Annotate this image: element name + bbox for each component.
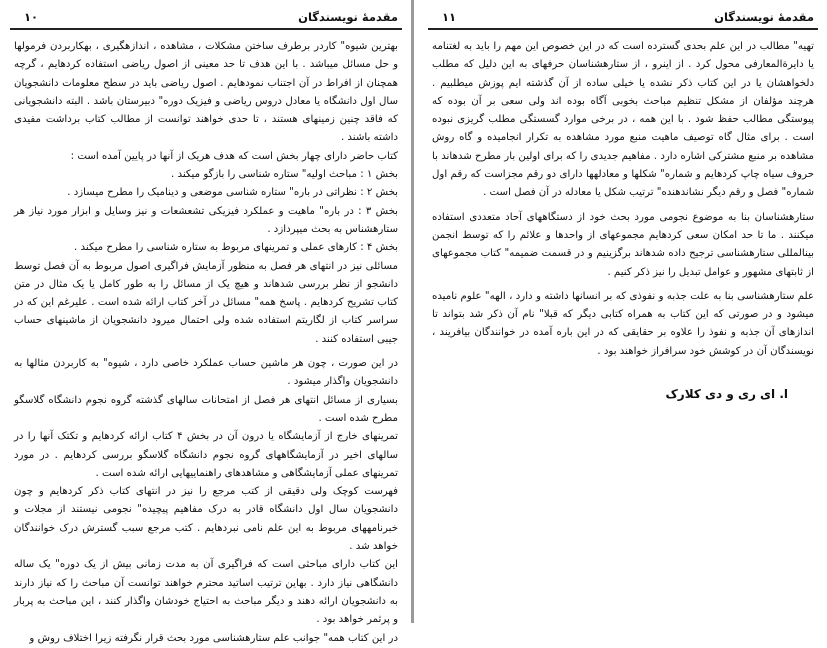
problems-paragraph: مسائلی نیز در انتهای هر فصل به منظور آزمایش فراگیری اصول مربوط به آن فصل توسط دانشجو از نظر بررسی شدهاند و هیچ یک از مسائل را به طور کامل یا یک مثال در متن کتاب تشریح کردهایم . پاسخ همه" مسائل در آخر کتاب ارائه شده است . علیرغم این که در سراسر کتاب از لگاریتم استفاده شده ولی احتمال میرود دانشجویان از ماشینهای حساب جیبی استفاده کنند . xyxy=(14,260,398,345)
right-page xyxy=(428,8,818,620)
section-1-item: بخش ۱ : مباحث اولیه" ستاره شناسی را بازگو میکند . xyxy=(171,169,398,181)
left-page xyxy=(10,8,402,644)
page-header xyxy=(428,8,818,30)
scope-paragraph: در این کتاب همه" جوانب علم ستارهشناسی مورد بحث قرار نگرفته زیرا اختلاف روش و xyxy=(29,632,398,644)
sections-intro: کتاب حاضر دارای چهار بخش است که هدف هریک از آنها در پایین آمده است : xyxy=(70,150,398,162)
exercises-paragraph: تمرینهای خارج از آزمایشگاه یا درون آن در بخش ۴ کتاب ارائه کردهایم و تکتک آنها را در سالهای اخیر در آزمایشگاههای گروه نجوم دانشگاه گلاسگو بررسی کردهایم . در مورد تمرینهای عملی آزمایشگاهی و مشاهدهای راهنماییهایی ارائه شده است . xyxy=(14,431,399,479)
course-length-paragraph: این کتاب دارای مباحثی است که فراگیری آن به مدت زمانی بیش از یک دوره" یک ساله دانشگاهی نیاز دارد . بهاین ترتیب اساتید محترم خواهند توانست آن مباحث را که نیاز دارند به دانشجویان ارائه دهند و دیگر مباحث به احتیاج خودشان واگذار کنند ، این مباحث به پربار و پرثمر خواهد بود . xyxy=(14,559,398,626)
page-body xyxy=(10,30,402,648)
running-title: مقدمهٔ نویسندگان xyxy=(714,10,814,24)
page-gutter xyxy=(411,0,414,623)
page-number: ۱۱ xyxy=(442,10,457,24)
running-title: مقدمهٔ نویسندگان xyxy=(298,10,398,24)
continuation-paragraph: تهیه" مطالب در این علم بحدی گسترده است که در این خصوص این مهم را باید به لغتنامه یا دایرةالمعارفی محول کرد . از اینرو ، از ستارهشناسان حرفهای به این دلیل که مطلب دلخواهشان یا در این کتاب ذکر نشده یا خیلی ساده از آن گذشته ایم پوزش میطلبیم . هرچند مؤلفان از مشکل تنظیم مباحث بخوبی آگاه بوده اند ولی سعی بر آن بوده که پیوستگی مطالب حفظ شود . با این همه ، در برخی موارد گسستگی مطلب گریزی نبوده است . برای مثال گاه توصیف ماهیت منبع مورد مشاهده به تکرار انجامیده و گاه روش مشاهده بر منبع مشترکی اشاره دارد . مفاهیم جدیدی را که برای اولین بار مطرح شدهاند با حروف سیاه چاپ کردهایم و شماره" شکلها و معادلهها دارای دو رقم مجزاست که رقم اول شماره" فصل و رقم دیگر نشاندهنده" ترتیب شکل یا معادله در آن فصل است . xyxy=(432,41,814,199)
page-body xyxy=(428,30,818,401)
units-paragraph: ستارهشناسان بنا به موضوع نجومی مورد بحث خود از دستگاههای آحاد متعددی استفاده میکنند . ما تا حد امکان سعی کردهایم مجموعهای از واحدها و علائم را که توسط انجمن بینالمللی ستارهشناسی ترجیح داده شدهاند برگزینیم و در قسمت ضمیمه" کتاب مجموعهای از ثابتهای مشهور و عوامل تبدیل را نیز ذکر کنیم . xyxy=(432,211,814,278)
calculator-paragraph: در این صورت ، چون هر ماشین حساب عملکرد خاصی دارد ، شیوه" به کاربردن مثالها به دانشجویان واگذار میشود . xyxy=(14,358,398,388)
closing-paragraph: علم ستارهشناسی بنا به علت جذبه و نفوذی که بر انسانها داشته و دارد ، الهه" علوم نامیده میشود و در صورتی که این کتاب به همراه کتابی دیگر که قبلا" نام آن ذکر شد بتواند تا اندازهای آن جذبه و نفوذ را علاوه بر حقایقی که در این باره آمده در خوانندگان بیافریند ، نویسندگان آن در کوشش خود سرافراز خواهند بود . xyxy=(432,290,814,357)
page-number: ۱۰ xyxy=(24,10,39,24)
section-3-item: بخش ۳ : در باره" ماهیت و عملکرد فیزیکی تشعشعات و نیز وسایل و ابزار مورد نیاز هر ستارهشناس به بحث میپردازد . xyxy=(14,205,398,235)
section-4-item: بخش ۴ : کارهای عملی و تمرینهای مربوط به ستاره شناسی را مطرح میکند . xyxy=(74,242,398,254)
intro-paragraph: بهترین شیوه" کاردر برطرف ساختن مشکلات ، مشاهده ، اندازهگیری ، بهکاربردن فرمولها و حل مسائل میباشد . با این هدف تا حد معینی از اصول ریاضی استفاده کردهایم ، گرچه همچنان از افراط در آن اجتناب نمودهایم . اصول ریاضی باید در سطح معلومات دانشجویان سال اول دانشگاه یا معادل دروس ریاضی و فیزیک دوره" دبیرستان باشد . البته دانشجویانی که فاقد چنین زمینهای هستند ، تا حدی خواهند توانست از مطالب کتاب برداشت مفیدی داشته باشند . xyxy=(14,41,398,144)
references-paragraph: فهرست کوچک ولی دقیقی از کتب مرجع را نیز در انتهای کتاب ذکر کردهایم و چون دانشجویان سال اول دانشگاه قادر به درک مفاهیم پیچیده" نجومی نیستند از مجلات و خبرنامههای مربوط به این علم نامی نبردهایم . کتب مرجع سبب گسترش درک خوانندگان خواهد شد . xyxy=(14,486,398,553)
page-header xyxy=(10,8,402,30)
section-2-item: بخش ۲ : نظراتی در باره" ستاره شناسی موضعی و دینامیک را مطرح میسازد . xyxy=(67,187,398,199)
glasgow-exams-paragraph: بسیاری از مسائل انتهای هر فصل از امتحانات سالهای گذشته گروه نجوم دانشگاه گلاسگو مطرح شده است . xyxy=(14,394,398,424)
author-signature: ا. ای ری و دی کلارک xyxy=(665,387,788,402)
